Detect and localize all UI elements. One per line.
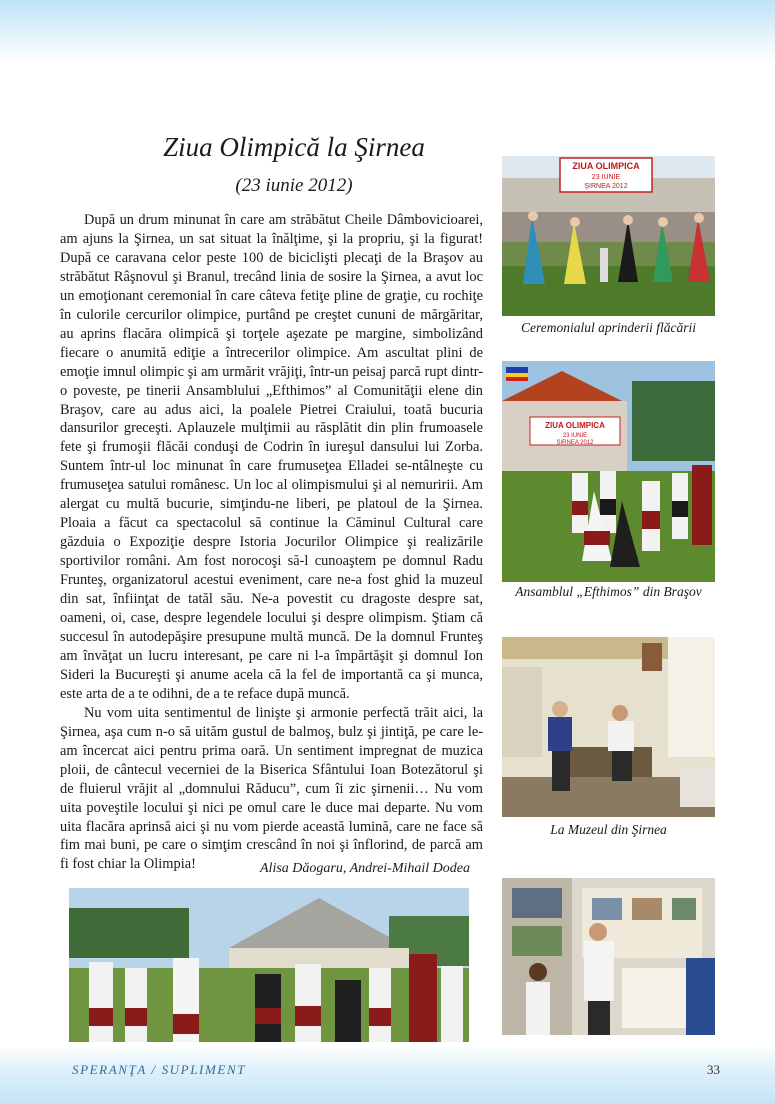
article-body	[60, 211, 483, 874]
footer-publication: SPERANŢA / SUPLIMENT	[72, 1062, 247, 1077]
article-paragraph-2: Nu vom uita sentimentul de linişte şi armonie perfectă trăit aici, la Şirnea, aşa cum n-o să uităm gustul de balmoş, bulz şi jintiţă, pe care le-am încercat aici pentru prima oară. Un sentiment impregnat de muzica ploii, de cântecul vecerniei de la Biserica Sfântului Ioan Botezătorul şi de fluierul vrăjit al „domnului Răducu”, cum îi zic şirnenii… Nu vom uita poveştile locului şi nici pe omul care le duce mai departe. Nu vom uita flacăra aprinsă aici şi nu vom pierde această lumină, care ne face să fim mai buni, pe care o simţim crescând în noi şi înflorind, de parcă am fi fost chiar la Olimpia!	[60, 704, 483, 873]
banner-title: ZIUA OLIMPICA	[545, 421, 605, 430]
photo-efthimos-dancers	[502, 361, 715, 582]
caption-efthimos: Ansamblul „Efthimos” din Braşov	[515, 584, 702, 599]
photo-museum	[502, 637, 715, 817]
banner-date: 23 IUNIE	[562, 433, 588, 439]
article-authors: Alisa Dăogaru, Andrei-Mihail Dodea	[260, 861, 470, 876]
photo-dancers-large	[69, 888, 469, 1042]
banner-place: ŞIRNEA 2012	[584, 183, 628, 190]
banner-place: ŞIRNEA 2012	[556, 440, 594, 446]
article-paragraph-1: După un drum minunat în care am străbătut Cheile Dâmbovicioarei, am ajuns la Şirnea, un sat situat la înălţime, şi la propriu, şi la figurat! După ce caravana celor peste 100 de biciclişti plecaţi de la Braşov au străbătut Râşnovul şi Branul, trecând linia de sosire la Şirnea, a avut loc un emoţionant ceremonial în care câteva fetiţe pline de graţie, cu rochiţe în culorile cercurilor olimpice, purtând pe creştet cununi de mărgăritar, au aprins flacăra olimpică şi torţele aşezate pe margine, simbolizând fiecare o anumită ediţie a întrecerilor olimpice. Am ascultat plini de emoţie imnul olimpic şi am urmărit vrăjiţi, într-un peisaj parcă rupt dintr-o poveste, pe tinerii Ansamblului „Efthimos” al Comunităţii elene din Braşov, care au adus aici, la poalele Pietrei Craiului, toată bucuria dansurilor greceşti. Aplauzele mulţimii au răsplătit din plin frumoasele fete şi frumoşii flăcăi conduşi de Codrin în iureşul dansului lui Zorba. Suntem într-ul loc minunat în care frumuseţea Elladei se-ntâlneşte cu frumuseţea satului românesc. Un loc al olimpismului şi al nemuririi. Am alergat cu multă bucurie, simţindu-ne liberi, pe platoul de la Şirnea. Ploaia a făcut ca spectacolul să continue la Căminul Cultural care găzduia o Expoziţie despre Istoria Jocurilor Olimpice şi realizările sportivilor români. Am fost norocoşi să-l cunoaştem pe domnul Radu Frunteş, organizatorul acestui eveniment, care ne-a fost ghid la muzeul din sat, înfiinţat de tatăl său. Ne-a povestit cu dragoste despre sat, oameni, oi, case, despre legendele locului şi despre olimpism. Ştiam că succesul în autodepăşire presupune multă muncă. De la domnul Frunteş am învăţat un lucru interesant, pe care ni l-a împărtăşit şi domnul Ion Sideri la Bucureşti şi anume acela că la fel de importantă ca şi munca, este arta de a te odihni, de a te reface după muncă.	[60, 212, 483, 702]
banner-date: 23 IUNIE	[591, 174, 621, 181]
caption-ceremony: Ceremonialul aprinderii flăcării	[521, 320, 696, 335]
top-gradient-band	[0, 0, 775, 62]
caption-museum: La Muzeul din Şirnea	[550, 822, 667, 837]
article-title: Ziua Olimpică la Şirnea	[163, 132, 425, 162]
photo-ceremony	[502, 156, 715, 316]
banner-title: ZIUA OLIMPICA	[572, 161, 640, 171]
photo-exhibition	[502, 878, 715, 1035]
article-date: (23 iunie 2012)	[235, 175, 353, 196]
footer-page-number: 33	[707, 1062, 720, 1077]
